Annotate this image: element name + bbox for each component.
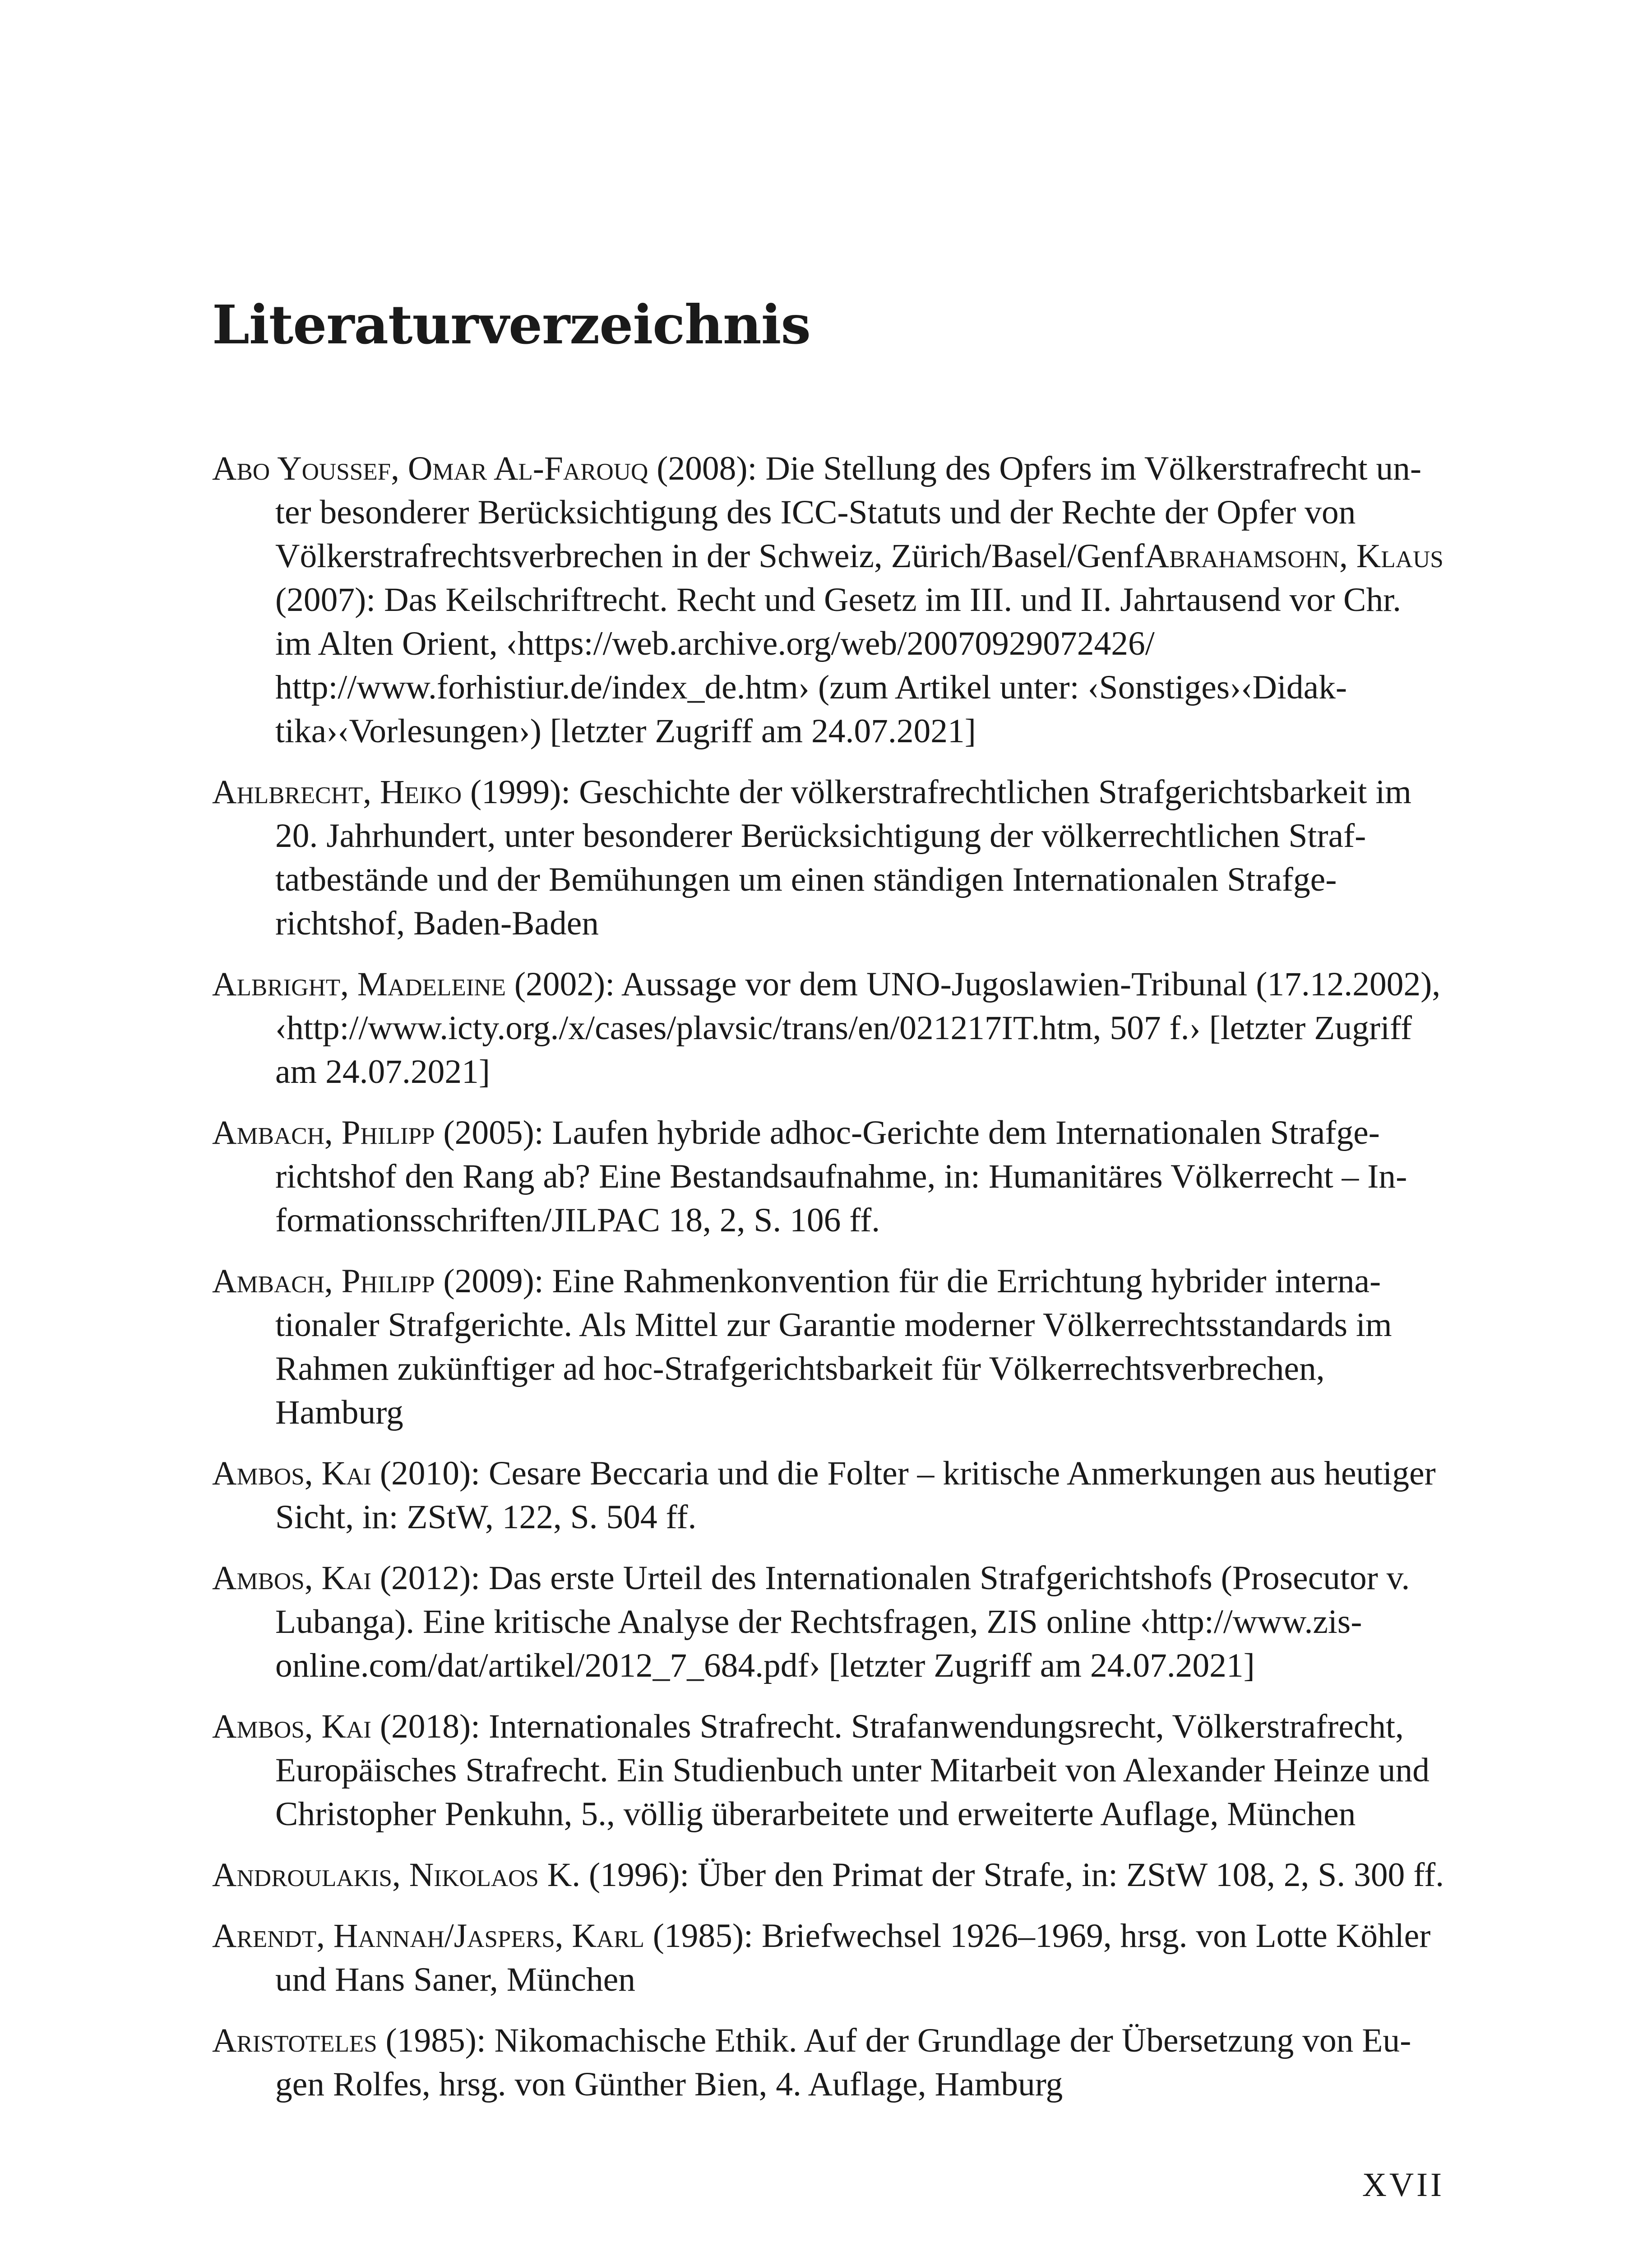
entry-author: Androulakis, Nikolaos K. [212, 1856, 581, 1894]
entry-author: Ambach, Philipp [212, 1114, 435, 1151]
bibliography-list [212, 447, 1444, 2123]
bibliography-entry [212, 2019, 1444, 2106]
bibliography-entry [212, 1853, 1444, 1897]
page-title: Literaturverzeichnis [212, 293, 810, 356]
bibliography-entry [212, 1556, 1444, 1687]
entry-text: (2018): Internationales Strafrecht. Strafanwendungsrecht, Völkerstrafrecht, Europäisches Strafrecht. Ein Studienbuch unter Mitarbeit von Alexander Heinze und Christopher Penkuhn, 5., völlig überarbeitete und erweiterte Auflage, München [275, 1708, 1430, 1833]
entry-text: (1996): Über den Primat der Strafe, in: ZStW 108, 2, S. 300 ff. [580, 1856, 1444, 1894]
entry-author: Ambos, Kai [212, 1455, 371, 1492]
entry-text: (2009): Eine Rahmenkonvention für die Errichtung hybrider internationaler Strafgerichte. Als Mittel zur Garantie moderner Völkerrechtsstandards im Rahmen zukünftiger ad hoc-Strafgerichtsbarkeit für Völkerrechtsverbrechen, Hamburg [275, 1262, 1392, 1431]
entry-author: Aristoteles [212, 2022, 377, 2059]
page-number: XVII [1362, 2166, 1444, 2204]
entry-author: Ambach, Philipp [212, 1262, 435, 1300]
bibliography-entry [212, 1705, 1444, 1836]
entry-text: (1985): Nikomachische Ethik. Auf der Grundlage der Übersetzung von Eugen Rolfes, hrsg. von Günther Bien, 4. Auflage, Hamburg [275, 2022, 1411, 2103]
entry-text: (1999): Geschichte der völkerstrafrechtlichen Strafgerichtsbarkeit im 20. Jahrhundert, unter besonderer Berücksichtigung der völkerrechtlichen Straftatbestände und der Bemühungen um einen ständigen Internationalen Strafgerichtshof, Baden-Baden [275, 773, 1411, 942]
entry-author: Ambos, Kai [212, 1559, 371, 1597]
bibliography-entry [212, 1259, 1444, 1434]
entry-author: Albright, Madeleine [212, 966, 506, 1003]
entry-text: (2012): Das erste Urteil des Internationalen Strafgerichtshofs (Prosecutor v. Lubanga). Eine kritische Analyse der Rechtsfragen, ZIS online ‹http://www.zisonline.com/dat/artikel/2012_7_684.pdf› [letzter Zugriff am 24.07.2021] [275, 1559, 1410, 1684]
entry-text: (2007): Das Keilschriftrecht. Recht und Gesetz im III. und II. Jahrtausend vor Chr. im Alten Orient, ‹https://web.archive.org/web/20070929072426/ http://www.forhistiur.de/index_de.htm› (zum Artikel unter: ‹Sonstiges›‹Didaktika›‹Vorlesungen›) [letzter Zugriff am 24.07.2021] [275, 581, 1402, 750]
bibliography-entry [212, 962, 1444, 1094]
bibliography-entry [212, 770, 1444, 945]
bibliography-entry [212, 1914, 1444, 2002]
entry-text: (2008): Die Stellung des Opfers im Völkerstrafrecht unter besonderer Berücksichtigung des ICC-Statuts und der Rechte der Opfer von Völkerstrafrechtsverbrechen in der Schweiz, Zürich/Basel/Genf [275, 450, 1422, 575]
bibliography-entry [212, 1111, 1444, 1242]
entry-author: Arendt, Hannah/Jaspers, Karl [212, 1917, 644, 1955]
entry-text: (2002): Aussage vor dem UNO-Jugoslawien-Tribunal (17.12.2002), ‹http://www.icty.org./x/cases/plavsic/trans/en/021217IT.htm, 507 f.› [letzter Zugriff am 24.07.2021] [275, 966, 1441, 1091]
entry-text: (2005): Laufen hybride adhoc-Gerichte dem Internationalen Strafgerichtshof den Rang ab? Eine Bestandsaufnahme, in: Humanitäres Völkerrecht – Informationsschriften/JILPAC 18, 2, S. 106 ff. [275, 1114, 1407, 1239]
entry-author: Abrahamsohn, Klaus [1144, 537, 1444, 575]
entry-author: Abo Youssef, Omar Al-Farouq [212, 450, 648, 487]
entry-author: Ahlbrecht, Heiko [212, 773, 462, 811]
entry-text: (2010): Cesare Beccaria und die Folter – kritische Anmerkungen aus heutiger Sicht, in: ZStW, 122, S. 504 ff. [275, 1455, 1436, 1536]
entry-author: Ambos, Kai [212, 1708, 371, 1745]
bibliography-entry [212, 1452, 1444, 1539]
entry-text: (1985): Briefwechsel 1926–1969, hrsg. von Lotte Köhler und Hans Saner, München [275, 1917, 1431, 1998]
bibliography-entry [212, 447, 1444, 753]
